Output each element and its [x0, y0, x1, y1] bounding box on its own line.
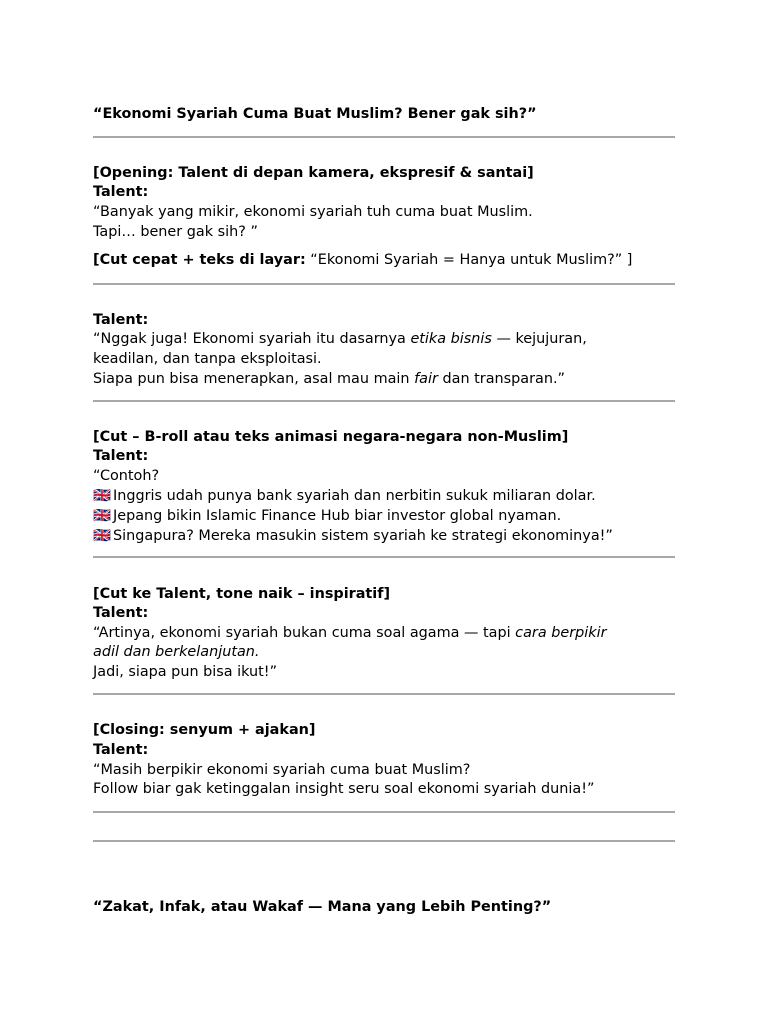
- divider: [93, 811, 675, 813]
- text-run: Siapa pun bisa menerapkan, asal mau main: [93, 371, 415, 387]
- divider: [93, 556, 675, 558]
- dialogue-line: [93, 507, 561, 526]
- speaker-label: Talent:: [93, 742, 149, 758]
- text-run: Inggris udah punya bank syariah dan nerbitin sukuk miliaran dolar.: [113, 488, 596, 504]
- script-title: “Ekonomi Syariah Cuma Buat Muslim? Bener gak sih?”: [93, 106, 537, 122]
- speaker-label: Talent:: [93, 184, 149, 200]
- dialogue-line: “Banyak yang mikir, ekonomi syariah tuh cuma buat Muslim.: [93, 204, 533, 220]
- cut-label: [Cut cepat + teks di layar:: [93, 252, 306, 268]
- speaker-label: Talent:: [93, 605, 149, 621]
- scene-direction: [Cut – B-roll atau teks animasi negara-negara non-Muslim]: [93, 429, 569, 445]
- speaker-label: Talent:: [93, 448, 149, 464]
- text-run: dan transparan.”: [437, 371, 565, 387]
- flag-icon: 🇬🇧: [93, 508, 111, 524]
- dialogue-line: Follow biar gak ketinggalan insight seru soal ekonomi syariah dunia!”: [93, 781, 595, 797]
- flag-icon: 🇬🇧: [93, 528, 111, 544]
- dialogue-line: [93, 643, 259, 662]
- script-title: “Zakat, Infak, atau Wakaf — Mana yang Lebih Penting?”: [93, 899, 552, 915]
- dialogue-line: [93, 624, 607, 643]
- cut-onscreen-text: “Ekonomi Syariah = Hanya untuk Muslim?” ]: [305, 252, 633, 268]
- scene-direction: [Cut ke Talent, tone naik – inspiratif]: [93, 586, 391, 602]
- text-run: Jepang bikin Islamic Finance Hub biar investor global nyaman.: [113, 508, 562, 524]
- scene-direction: [Opening: Talent di depan kamera, ekspresif & santai]: [93, 165, 534, 181]
- divider: [93, 400, 675, 402]
- dialogue-line: [93, 370, 565, 389]
- emphasis: etika bisnis: [410, 331, 492, 347]
- flag-icon: 🇬🇧: [93, 488, 111, 504]
- divider: [93, 136, 675, 138]
- text-run: Singapura? Mereka masukin sistem syariah ke strategi ekonominya!”: [113, 528, 613, 544]
- dialogue-line: keadilan, dan tanpa eksploitasi.: [93, 351, 322, 367]
- text-run: — kejujuran,: [491, 331, 587, 347]
- speaker-label: Talent:: [93, 312, 149, 328]
- emphasis: fair: [414, 371, 438, 387]
- scene-direction: [Closing: senyum + ajakan]: [93, 722, 316, 738]
- emphasis: adil dan berkelanjutan.: [93, 644, 260, 660]
- dialogue-line: “Masih berpikir ekonomi syariah cuma buat Muslim?: [93, 762, 471, 778]
- dialogue-line: Jadi, siapa pun bisa ikut!”: [93, 664, 278, 680]
- dialogue-line: [93, 527, 613, 546]
- dialogue-line: Tapi… bener gak sih? ”: [93, 224, 258, 240]
- divider: [93, 693, 675, 695]
- text-run: “Nggak juga! Ekonomi syariah itu dasarnya: [93, 331, 411, 347]
- cut-direction: [93, 251, 632, 270]
- dialogue-line: “Contoh?: [93, 468, 160, 484]
- emphasis: cara berpikir: [515, 625, 607, 641]
- text-run: “Artinya, ekonomi syariah bukan cuma soal agama — tapi: [93, 625, 516, 641]
- divider: [93, 840, 675, 842]
- divider: [93, 283, 675, 285]
- dialogue-line: [93, 487, 596, 506]
- dialogue-line: [93, 330, 587, 349]
